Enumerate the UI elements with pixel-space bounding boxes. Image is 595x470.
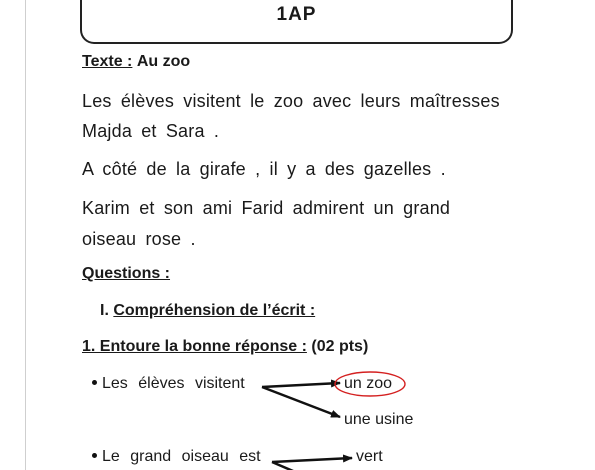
arrow-to-item-2-option-1	[272, 458, 352, 462]
item-1-option-1[interactable]: un zoo	[344, 375, 393, 392]
exercise-1-text: 1. Entoure la bonne réponse :	[82, 338, 307, 355]
arrow-to-option-1	[262, 383, 340, 387]
questions-heading: Questions :	[82, 265, 171, 282]
part-1-title: Compréhension de l’écrit :	[113, 302, 316, 319]
paragraph-1-line-2: Majda et Sara .	[82, 121, 220, 141]
paragraph-2-line-1: A côté de la girafe , il y a des gazelles .	[82, 159, 446, 179]
paragraph-3-line-1: Karim et son ami Farid admirent un grand	[82, 198, 451, 218]
text-label: Texte :	[82, 53, 133, 70]
item-1-option-2[interactable]: une usine	[344, 411, 414, 428]
arrow-to-option-2	[262, 387, 340, 417]
item-1-stem-text: Les élèves visitent	[102, 375, 245, 392]
text-title: Au zoo	[136, 53, 191, 70]
item-2-option-1[interactable]: vert	[356, 448, 383, 465]
part-1-number: I.	[100, 302, 109, 319]
answer-circle	[335, 372, 405, 396]
exercise-1-points: (02 pts)	[311, 338, 369, 355]
grade-level: 1AP	[276, 4, 317, 25]
arrow-to-item-2-option-2	[272, 462, 300, 470]
item-2-stem-text: Le grand oiseau est	[102, 448, 261, 465]
paragraph-3-line-2: oiseau rose .	[82, 229, 196, 249]
paragraph-1-line-1: Les élèves visitent le zoo avec leurs maîtresses	[82, 91, 500, 111]
